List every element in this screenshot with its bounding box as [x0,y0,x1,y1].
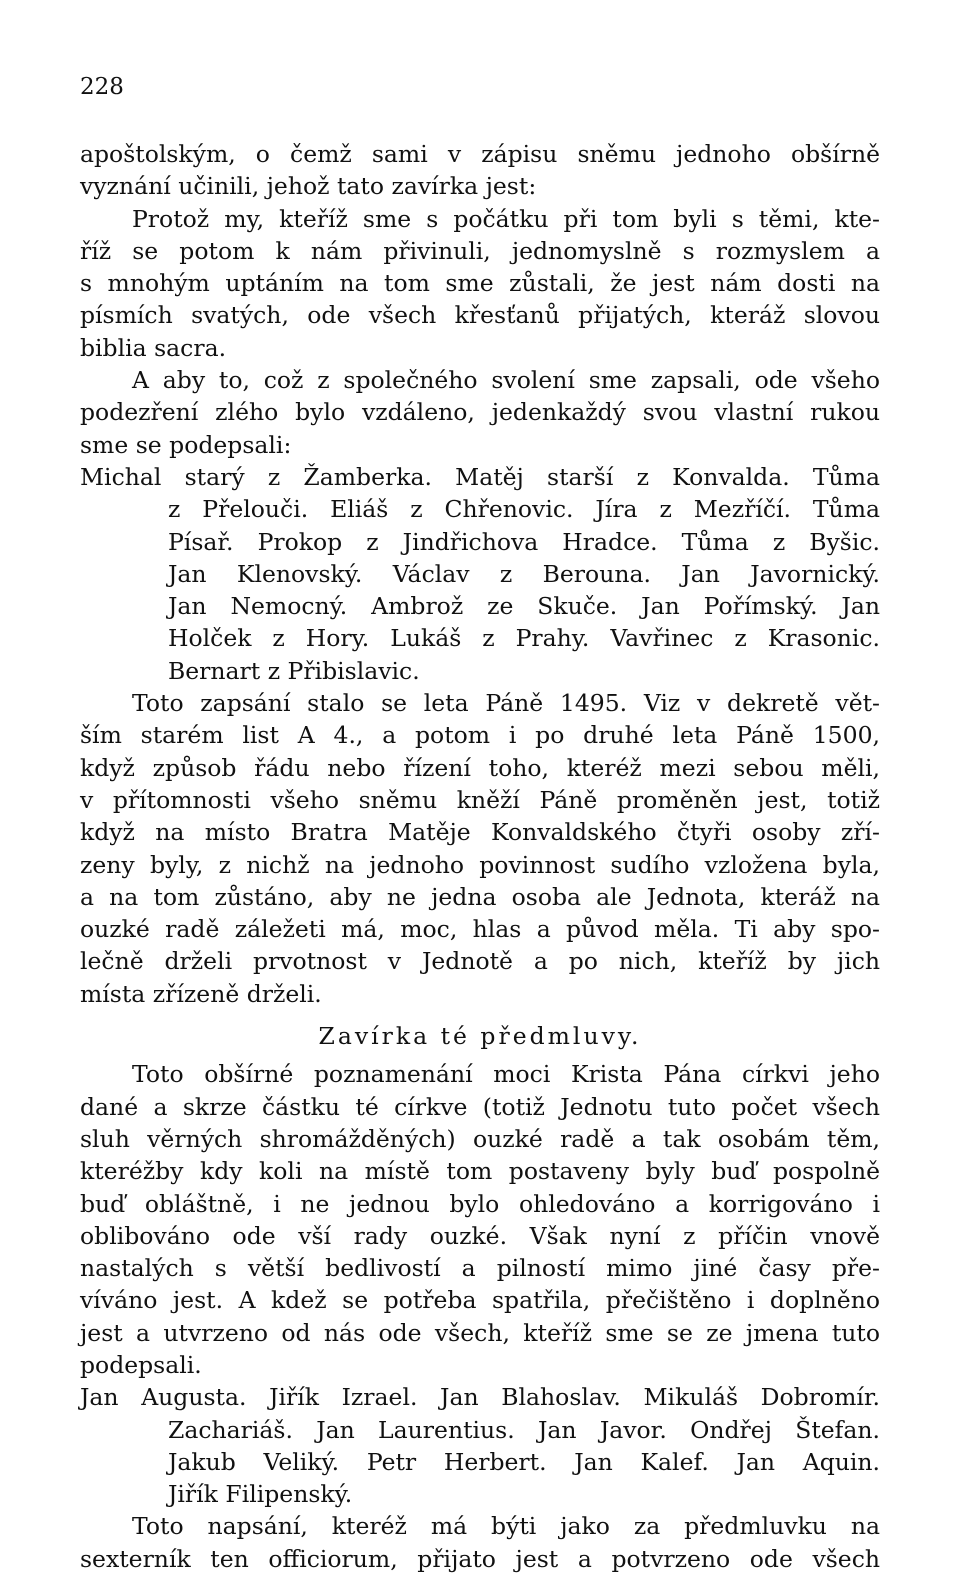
signatory-line: Zachariáš. Jan Laurentius. Jan Javor. Ondřej Štefan. [168,1415,880,1444]
text-line: podezření zlého bylo vzdáleno, jedenkaždý svou vlastní rukou [80,398,880,427]
text-line: když na místo Bratra Matěje Konvaldského čtyři osoby zří- [80,818,880,847]
text-line: zeny byly, z nichž na jednoho povinnost sudího vzložena byla, [80,850,880,879]
text-line: apoštolským, o čemž sami v zápisu sněmu jednoho obšírně [80,140,880,168]
signatory-line: Písař. Prokop z Jindřichova Hradce. Tůma z Byšic. [168,527,880,556]
text-line: místa zřízeně drželi. [80,979,322,1008]
signatory-line: Jan Klenovský. Václav z Berouna. Jan Javornický. [168,559,880,588]
text-line: v přítomnosti všeho sněmu kněží Páně proměněn jest, totiž [80,785,880,814]
text-line: kteréžby kdy koli na místě tom postaveny byly buď pospolně [80,1157,880,1186]
text-line: vyznání učinili, jehož tato zavírka jest: [80,172,537,201]
signatory-line: Jan Augusta. Jiřík Izrael. Jan Blahoslav. Mikuláš Dobromír. [80,1383,880,1412]
text-line: buď obláštně, i ne jednou bylo ohledováno a korrigováno i [80,1189,880,1218]
signatory-line: Jakub Veliký. Petr Herbert. Jan Kalef. Jan Aquin. [168,1447,880,1476]
section-heading: Zavírka té předmluvy. [318,1022,642,1051]
text-line: když způsob řádu nebo řízení toho, kteréž mezi sebou měli, [80,753,880,782]
text-line: ším starém list A 4., a potom i po druhé leta Páně 1500, [80,721,880,750]
text-line: Toto zapsání stalo se leta Páně 1495. Viz v dekretě vět- [132,689,880,718]
text-line: sluh věrných shromážděných) ouzké radě a tak osobám těm, [80,1124,880,1153]
text-line: Toto napsání, kteréž má býti jako za předmluvku na [132,1512,880,1541]
body-text [80,138,880,1575]
signatory-line: Bernart z Přibislavic. [168,656,420,685]
text-line: biblia sacra. [80,333,227,362]
text-line: ouzké radě záležeti má, moc, hlas a původ měla. Ti aby spo- [80,915,880,944]
text-line: sexterník ten officiorum, přijato jest a potvrzeno ode všech [80,1544,880,1573]
signatory-line: Jan Nemocný. Ambrož ze Skuče. Jan Pořímský. Jan [168,592,880,621]
text-line: Protož my, kteříž sme s počátku při tom byli s těmi, kte- [132,204,880,233]
signatory-line: z Přelouči. Eliáš z Chřenovic. Jíra z Mezříčí. Tůma [168,495,880,524]
signatory-line: Jiřík Filipenský. [168,1480,353,1509]
text-line: sme se podepsali: [80,430,292,459]
text-line: s mnohým uptáním na tom sme zůstali, že jest nám dosti na [80,269,880,298]
text-line: písmích svatých, ode všech křesťanů přijatých, kteráž slovou [80,301,880,330]
signatory-line: Holček z Hory. Lukáš z Prahy. Vavřinec z Krasonic. [168,624,880,653]
text-line: lečně drželi prvotnost v Jednotě a po nich, kteříž by jich [80,947,880,976]
text-line: dané a skrze částku té církve (totiž Jednotu tuto počet všech [80,1092,880,1121]
signatory-line: Michal starý z Žamberka. Matěj starší z Konvalda. Tůma [80,462,880,491]
text-line: víváno jest. A kdež se potřeba spatřila, přečištěno i doplněno [80,1286,880,1315]
text-line: oblibováno ode vší rady ouzké. Však nyní z příčin vnově [80,1221,880,1250]
text-line: Toto obšírné poznamenání moci Krista Pána církvi jeho [132,1060,880,1089]
text-line: říž se potom k nám přivinuli, jednomyslně s rozmyslem a [80,236,880,265]
text-line: jest a utvrzeno od nás ode všech, kteříž sme se ze jmena tuto [80,1318,880,1347]
text-line: podepsali. [80,1350,202,1379]
text-line: A aby to, což z společného svolení sme zapsali, ode všeho [132,366,880,395]
text-line: nastalých s větší bedlivostí a pilností mimo jiné časy pře- [80,1254,880,1283]
page-number: 228 [80,74,124,100]
text-line: a na tom zůstáno, aby ne jedna osoba ale Jednota, kteráž na [80,882,880,911]
